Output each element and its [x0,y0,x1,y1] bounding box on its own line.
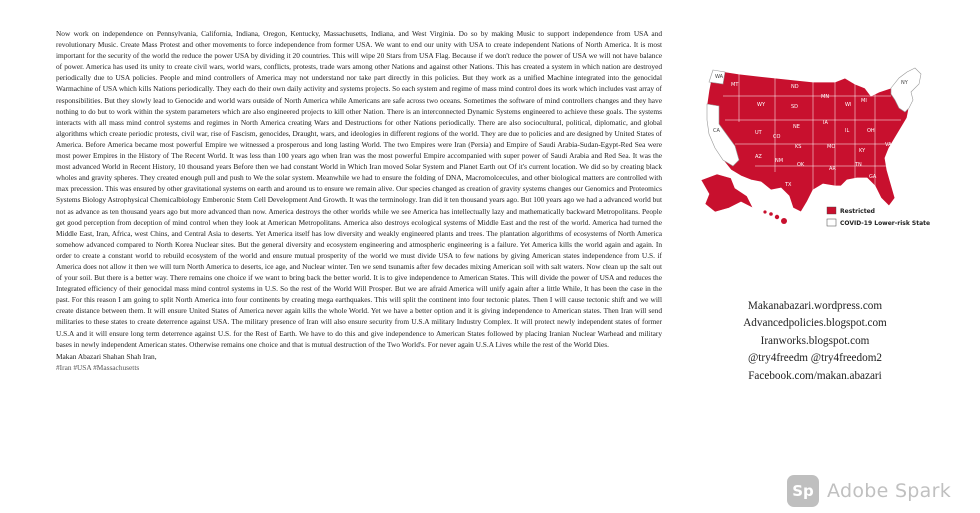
legend-swatch-restricted [827,207,836,214]
state-label-ks: KS [795,144,802,150]
link-wordpress[interactable]: Makanabazari.wordpress.com [747,300,883,312]
legend-label-lower-risk: COVID-19 Lower-risk State [840,220,931,227]
adobe-spark-logo-icon: Sp [787,475,819,507]
state-label-mn: MN [821,94,830,100]
link-advancedpolicies[interactable]: Advancedpolicies.blogspot.com [743,317,887,330]
state-label-ga: GA [869,174,877,180]
state-label-ut: UT [755,130,762,136]
legend-label-restricted: Restricted [840,208,875,215]
state-label-mt: MT [731,82,739,88]
state-label-nc: NC [885,158,893,164]
adobe-spark-wordmark: Adobe Spark [827,480,952,502]
state-label-il: IL [845,128,850,134]
link-facebook[interactable]: Facebook.com/makan.abazari [748,369,882,382]
state-label-nd: ND [791,84,799,90]
state-label-ca: CA [713,128,720,134]
contact-links [700,298,930,385]
state-label-sd: SD [791,104,799,110]
state-label-mi: MI [861,98,867,104]
map-legend [827,207,930,227]
state-label-oh: OH [867,128,875,134]
state-label-nm: NM [775,158,784,164]
us-map-svg [695,62,945,234]
state-label-wa: WA [715,74,724,80]
link-iranworks[interactable]: Iranworks.blogspot.com [760,334,870,347]
state-label-ia: IA [823,120,828,126]
state-label-ar: AR [829,166,836,172]
state-label-az: AZ [755,154,762,160]
state-label-va: VA [885,142,892,148]
state-label-ky: KY [859,148,866,154]
state-shape-hawaii [763,210,787,224]
legend-swatch-lower-risk [827,219,836,226]
state-label-ny: NY [901,80,908,86]
us-map-graphic [695,62,945,234]
link-twitter-handles[interactable]: @try4freedm @try4freedom2 [748,352,882,365]
adobe-spark-watermark [787,474,951,508]
state-label-wi: WI [845,102,852,108]
essay-body: Now work on independence on Pennsylvania, California, Indiana, Oregon, Kentucky, Massachusetts, Indiana, and West Virginia. Do so by making Music to support independence from USA and revolutionary Music. Create Mass Protest and other movements to force independence from former USA. We want to end our unity with USA to create independent Nations of North America. It is most important for the security of the world the reduce the power USA by dividing it 20 countries. This will wipe 20 Stars from USA Flag. Because if we don't reduce the power of USA we will not have balance of power. America has used its unity to create civil wars, world wars, conflicts, protests, trade wars among other Nations and against other Nations. This has created a system in which nation are destroyed periodically due to USA policies. People and mind controllers of America may not understand nor take part directly in this policies. But they work as a unified Machine integrated into the genocidal Warmachine of USA which kills Nations periodically. They each do their own daily activity and systems projects. So each system and regime of mass mind control does its work which includes vast array of responsibilities. But they slowly lead to Genocide and world wars outside of North America while Americans are safe across two oceans. Sometimes the software of mind controllers changes and they have nothing to do but to work within the system parameters which are also engineered projects to kill other Nation. There is an interconnected Dynamic Systems engineered to achieve these goals. The systems interacts with all mass mind control systems and regimes in North America creating Wars and Destructions for other Nations periodically. There are also sociocultural, political, diplomatic, and global algorithms which create periodic protests, civil war, rise of Fascism, genocides, Draught, wars, and ideologies in different regions of the world. They are due to policies and are designed by United States of America. Before America became most powerful Empire we witnessed a prosperous and long lasting World. The two Empires were Iran (Persia) and Empire of Saudi Arabia-Sudan-Egypt-Red Sea were most power Empires in the History of The Recent World. It was less than 100 years ago when Iran was the most powerful Empire accompanied with super power of Saudi Arabia and Red Sea. It was the most advanced World in Recent History, 10 thousand years Before then we had constant World in Which Iran moved Solar System and Planet Earth out Of it's current location. We did so by creating black wholes and gravity spheres. They created enough pull and push to We the solar system. Meanwhile we had to ensure the folding of DNA, Macromolcecules, and other biological matters are controlled with max precession. This was ensured by other gravitational systems on earth and around us to ensure we remain alive. Our species changed as creation of gravity systems changes our Genomics and Proteomics Systems Biology Astrophysical Chemicalbiology Emberonic Stem Cell Development And Growth. It was the terminology. Iran did it ten thousand years ago. But 100 years ago we had a advanced world but not as advance as ten thousand years ago but more advanced than now. America destroys the other worlds while we see America has intellectually lazy and mathematically backward Metropolitans. People get good perception from deception of mind control when they look at American Metropolitans. America also destroys ecological systems of Middle East and the rest of the world. America had turned the Middle East, Iran, Africa, west Chins, and Central Asia to deserts. Yet America itself has low diversity and weakly engineered plants and trees. The plantation algorithms of ecosystems of North America somehow advanced compared to North Korea Nuclear sites. But the general diversity and ecosystem engineering and atmospheric engineering is a failure. Yet America kills the world again and again. In order to create a constant world to rebuild ecosystem of the world and ensure mutual prosperity of the world we must divide USA to few nations by giving American states independence from U.S. if America does not allow it then we will turn North America to deserts, ice age, and Nuclear winter. Ten we send tsunamis after few decades mixing American soil with salt waters. Now clean up the salt out of your soil. But there is a better way. There remains one choice if we want to bring back the better world. It is to give independence to American States. This will divide the power of USA and reduces the Integrated efficiency of their genocidal mass mind control systems in U.S. So the rest of the World Will Prosper. But we are afraid America will unify again after a little While, It has been the case in the past. For this reason I am going to split North America into four continents by creating mega earthquakes. This will split the continent into four tectonic plates. Then I will cause tectonic shift and we will create distance between them. It will ensure United States of America never again kills the whole World. Yet we have a better option and it is giving independence to American states. Then Iran will send militaries to these states to create deterrence against USA. The military presence of Iran will also ensure security from U.S.A military Industry Complex. It will protect newly independent states of former U.S.A and it will ensure long term deterrence against U.S. for the Rest of Earth. We have to do this and give independence to American States followed by placing Iranian Nuclear Warhead and military bases in newly independent American states. Otherwise remains one choice and that is mutual destruction of the Two World's. For never again U.S.A Lives while the rest of the World Dies. [56,29,662,349]
state-shape-alaska [701,174,753,212]
state-label-tn: TN [855,162,862,168]
essay-signature: Makan Abazari Shahan Shah Iran, [56,351,157,361]
state-label-co: CO [773,134,781,140]
essay-hashtags: #Iran #USA #Massachusetts [56,362,140,372]
essay-text-block [56,28,662,373]
state-label-ne: NE [793,124,800,130]
state-label-mo: MO [827,144,836,150]
state-label-ok: OK [797,162,805,168]
state-label-tx: TX [785,182,792,188]
state-label-wy: WY [757,102,765,108]
